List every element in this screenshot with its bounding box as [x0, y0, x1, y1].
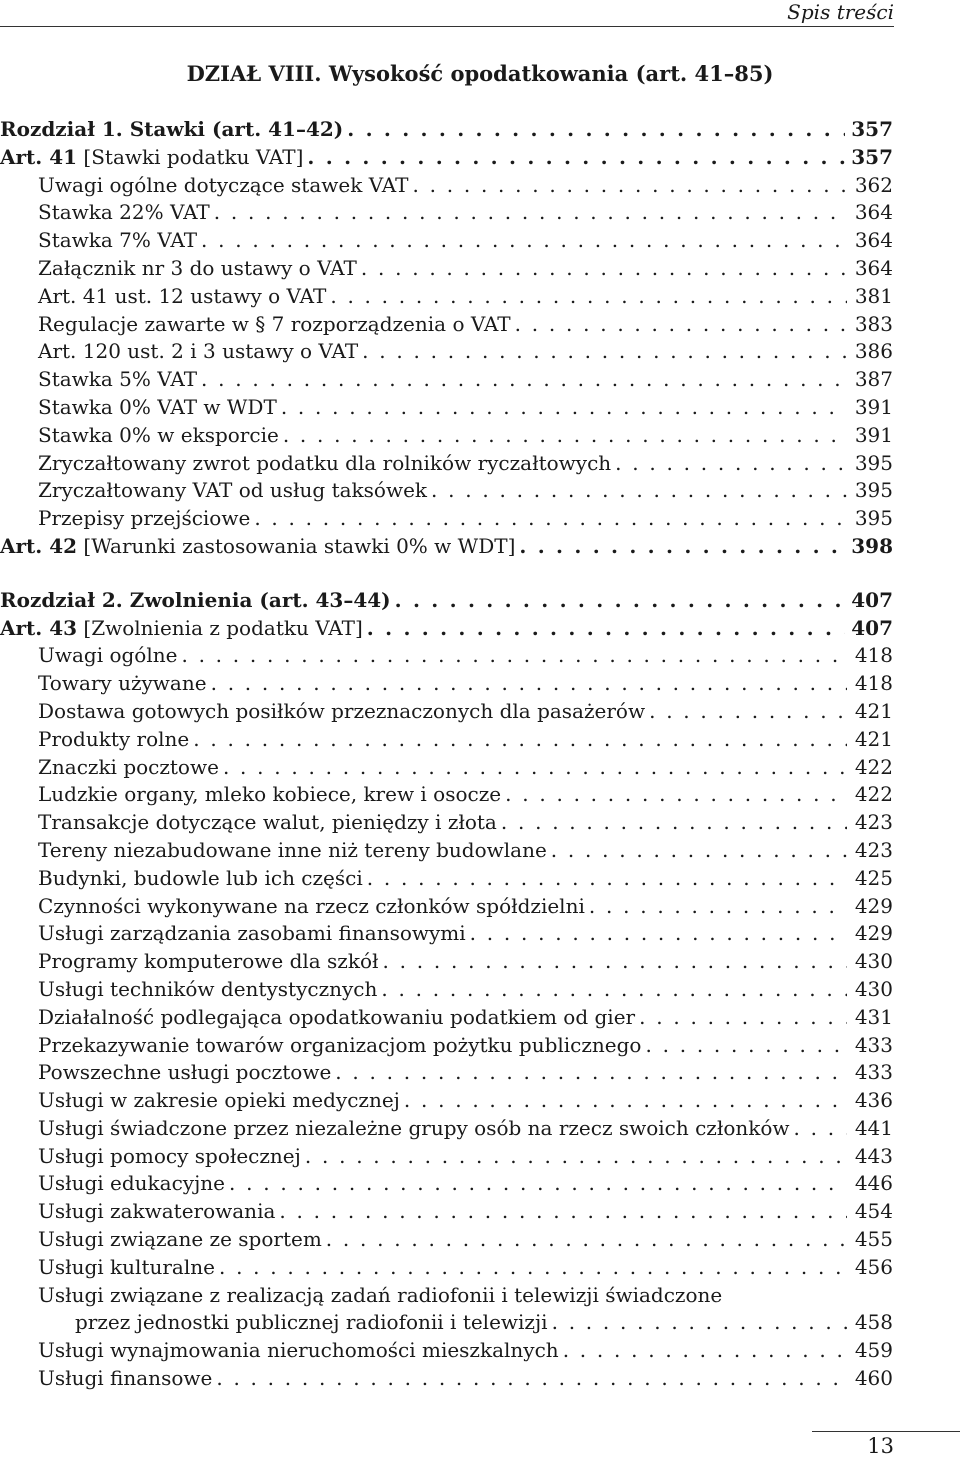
toc-page-number: 391	[854, 422, 893, 447]
toc-entry-label	[38, 1366, 212, 1390]
toc-entry-label	[38, 1227, 322, 1251]
dot-leader	[395, 588, 846, 612]
toc-entry-title: Dostawa gotowych posiłków przeznaczonych dla pasażerów	[38, 698, 646, 723]
toc-entry-title: Uwagi ogólne	[38, 643, 178, 668]
toc-entry[interactable]	[0, 1227, 893, 1255]
page-number: 13	[867, 1434, 894, 1458]
toc-entry-label	[0, 616, 363, 640]
toc-page-number: 458	[854, 1310, 893, 1335]
toc-entry-label	[38, 367, 197, 391]
toc-page-number: 455	[854, 1227, 893, 1252]
toc-entry-label	[38, 1033, 641, 1057]
toc-entry[interactable]	[0, 949, 893, 977]
toc-entry-title: Usługi finansowe	[38, 1366, 213, 1391]
dot-leader	[645, 1033, 847, 1057]
dot-leader	[201, 367, 847, 391]
toc-entry-label	[0, 145, 303, 169]
toc-entry[interactable]	[0, 643, 893, 671]
footer-rule	[812, 1431, 960, 1432]
dot-leader	[181, 643, 847, 667]
toc-entry[interactable]	[0, 1060, 893, 1088]
toc-entry-title: Usługi w zakresie opieki medycznej	[38, 1088, 400, 1113]
dot-leader	[505, 782, 847, 806]
toc-entry-title: Usługi pomocy społecznej	[38, 1143, 301, 1168]
toc-entry-title: Zryczałtowany zwrot podatku dla rolników ryczałtowych	[38, 450, 612, 475]
toc-page-number: 423	[854, 837, 893, 862]
toc-entry-title: Usługi edukacyjne	[38, 1171, 226, 1196]
dot-leader	[229, 1171, 847, 1195]
toc-page-number: 456	[854, 1254, 893, 1279]
toc-page-number: 381	[854, 283, 893, 308]
toc-page-number: 407	[851, 615, 893, 640]
toc-entry-label	[38, 423, 279, 447]
toc-entry-title: Przekazywanie towarów organizacjom pożytku publicznego	[38, 1032, 642, 1057]
toc-page-number: 429	[854, 893, 893, 918]
toc-entry-title: Tereny niezabudowane inne niż tereny budowlane	[38, 837, 547, 862]
toc-page-number: 383	[854, 311, 893, 336]
toc-entry[interactable]	[0, 699, 893, 727]
toc-entry-title: Usługi kulturalne	[38, 1254, 215, 1279]
toc-page-number: 431	[854, 1004, 893, 1029]
toc-entry[interactable]	[0, 200, 893, 228]
toc-entry-label	[38, 782, 501, 806]
toc-entry[interactable]	[0, 395, 893, 423]
toc-entry-title: Powszechne usługi pocztowe	[38, 1060, 332, 1085]
table-of-contents	[0, 117, 893, 1394]
dot-leader	[431, 478, 847, 502]
toc-page-number: 454	[854, 1199, 893, 1224]
toc-entry-title: Znaczki pocztowe	[38, 754, 219, 779]
toc-page-number: 395	[854, 450, 893, 475]
toc-page-number: 357	[851, 117, 893, 141]
section-title: DZIAŁ VIII. Wysokość opodatkowania (art. 41–85)	[186, 61, 774, 86]
toc-entry-label	[38, 977, 377, 1001]
dot-leader	[381, 977, 847, 1001]
toc-page-number: 362	[854, 172, 893, 197]
toc-entry-title: Art. 41 ust. 12 ustawy o VAT	[38, 283, 327, 308]
toc-entry[interactable]	[0, 1088, 893, 1116]
toc-entry-label	[38, 921, 466, 945]
toc-entry-title: Stawka 7% VAT	[38, 228, 198, 253]
toc-entry[interactable]	[0, 588, 893, 616]
dot-leader	[216, 1366, 847, 1390]
toc-page-number: 430	[854, 949, 893, 974]
toc-entry[interactable]	[0, 506, 893, 534]
toc-entry[interactable]	[0, 1310, 893, 1338]
toc-entry[interactable]	[0, 1283, 893, 1311]
toc-page-number: 364	[854, 200, 893, 225]
toc-page-number: 433	[854, 1060, 893, 1085]
toc-entry-label	[38, 173, 408, 197]
toc-entry-title: Usługi świadczone przez niezależne grupy osób na rzecz swoich członków	[38, 1115, 790, 1140]
toc-entry-label	[38, 894, 585, 918]
toc-entry-label	[38, 866, 363, 890]
toc-entry[interactable]	[0, 256, 893, 284]
toc-entry-label	[38, 810, 497, 834]
toc-entry-title: Zryczałtowany VAT od usług taksówek	[38, 478, 428, 503]
toc-entry[interactable]	[0, 1255, 893, 1283]
toc-entry-title: Załącznik nr 3 do ustawy o VAT	[38, 255, 357, 280]
dot-leader	[589, 894, 847, 918]
toc-entry-title: Art. 120 ust. 2 i 3 ustawy o VAT	[38, 339, 359, 364]
toc-entry-title: Programy komputerowe dla szkół	[38, 949, 379, 974]
toc-entry-label	[38, 727, 189, 751]
toc-entry-title: Art. 43	[0, 615, 78, 640]
dot-leader	[404, 1088, 847, 1112]
toc-entry-label	[38, 1283, 722, 1307]
toc-page-number: 460	[854, 1366, 893, 1391]
dot-leader	[639, 1005, 847, 1029]
toc-entry-subtitle: [Warunki zastosowania stawki 0% w WDT]	[77, 533, 516, 558]
toc-entry-title: Czynności wykonywane na rzecz członków spółdzielni	[38, 893, 585, 918]
toc-entry[interactable]	[0, 1199, 893, 1227]
dot-leader	[283, 423, 847, 447]
toc-entry-label	[38, 838, 547, 862]
toc-page-number: 364	[854, 255, 893, 280]
dot-leader	[361, 256, 847, 280]
toc-entry[interactable]	[0, 1033, 893, 1061]
toc-entry[interactable]	[0, 423, 893, 451]
toc-entry-title: Usługi techników dentystycznych	[38, 976, 378, 1001]
toc-page-number: 407	[851, 587, 893, 612]
toc-entry[interactable]	[0, 616, 893, 644]
toc-entry-subtitle: [Zwolnienia z podatku VAT]	[77, 615, 363, 640]
toc-entry-label	[38, 643, 177, 667]
toc-entry-label	[38, 506, 250, 530]
header-rule	[0, 26, 894, 27]
toc-entry[interactable]	[0, 1366, 893, 1394]
toc-page-number: 422	[854, 782, 893, 807]
dot-leader	[281, 395, 847, 419]
dot-leader	[219, 1255, 847, 1279]
dot-leader	[412, 173, 847, 197]
dot-leader	[615, 451, 847, 475]
dot-leader	[307, 145, 845, 169]
toc-entry-label	[38, 200, 210, 224]
dot-leader	[326, 1227, 847, 1251]
toc-entry-title: Stawka 0% w eksporcie	[38, 422, 279, 447]
toc-page-number: 425	[854, 865, 893, 890]
toc-page-number: 429	[854, 921, 893, 946]
dot-leader	[305, 1144, 847, 1168]
toc-entry-label	[38, 1005, 635, 1029]
toc-entry-label	[38, 395, 277, 419]
toc-entry-label	[38, 312, 511, 336]
toc-page-number: 436	[854, 1088, 893, 1113]
dot-leader	[551, 838, 847, 862]
dot-leader	[211, 671, 847, 695]
toc-entry-title: Stawka 0% VAT w WDT	[38, 394, 277, 419]
dot-leader	[254, 506, 847, 530]
toc-page-number: 433	[854, 1032, 893, 1057]
toc-entry-title: Rozdział 1. Stawki (art. 41–42)	[0, 117, 344, 141]
toc-entry[interactable]	[0, 838, 893, 866]
toc-page-number: 395	[854, 478, 893, 503]
toc-entry-label	[38, 699, 645, 723]
toc-entry-label	[38, 339, 358, 363]
toc-entry-label	[38, 256, 357, 280]
toc-entry[interactable]	[0, 977, 893, 1005]
toc-page-number: 441	[854, 1115, 893, 1140]
toc-page-number: 387	[854, 367, 893, 392]
toc-entry[interactable]	[0, 1116, 893, 1144]
toc-entry-title: Art. 42	[0, 533, 78, 558]
toc-entry-title: Art. 41	[0, 144, 78, 169]
toc-page-number: 357	[851, 144, 893, 169]
dot-leader	[515, 312, 847, 336]
toc-entry[interactable]	[0, 894, 893, 922]
toc-entry-title: Usługi związane z realizacją zadań radiofonii i telewizji świadczone	[38, 1282, 723, 1307]
toc-entry-label	[38, 1144, 301, 1168]
dot-leader	[214, 200, 847, 224]
toc-entry-label	[75, 1310, 548, 1334]
toc-page-number: 395	[854, 506, 893, 531]
toc-entry-label	[38, 755, 219, 779]
toc-page-number: 418	[854, 643, 893, 668]
toc-entry[interactable]	[0, 755, 893, 783]
toc-page-number: 391	[854, 394, 893, 419]
toc-entry-label	[38, 1199, 275, 1223]
dot-leader	[501, 810, 847, 834]
toc-entry-title: Produkty rolne	[38, 726, 190, 751]
toc-entry[interactable]	[0, 921, 893, 949]
toc-entry[interactable]	[0, 117, 893, 145]
toc-page-number: 364	[854, 228, 893, 253]
dot-leader	[649, 699, 847, 723]
toc-entry-title: Regulacje zawarte w § 7 rozporządzenia o VAT	[38, 311, 511, 336]
dot-leader	[362, 339, 847, 363]
toc-entry-title: Usługi związane ze sportem	[38, 1227, 322, 1252]
toc-entry[interactable]	[0, 367, 893, 395]
toc-entry-title: Usługi zakwaterowania	[38, 1199, 276, 1224]
toc-entry[interactable]	[0, 173, 893, 201]
toc-entry-title: Stawka 5% VAT	[38, 367, 198, 392]
dot-leader	[279, 1199, 847, 1223]
toc-entry-title: Usługi zarządzania zasobami finansowymi	[38, 921, 466, 946]
toc-page-number: 418	[854, 671, 893, 696]
dot-leader	[563, 1338, 847, 1362]
toc-entry-title: Rozdział 2. Zwolnienia (art. 43–44)	[0, 587, 391, 612]
running-head: Spis treści	[787, 0, 894, 24]
toc-entry-title: Transakcje dotyczące walut, pieniędzy i złota	[38, 810, 497, 835]
toc-entry-label	[38, 1255, 215, 1279]
toc-entry-label	[0, 588, 391, 612]
toc-entry[interactable]	[0, 339, 893, 367]
dot-leader	[794, 1116, 847, 1140]
toc-entry[interactable]	[0, 1338, 893, 1366]
dot-leader	[470, 921, 847, 945]
toc-page-number: 443	[854, 1143, 893, 1168]
toc-entry-label	[0, 534, 515, 558]
toc-page-number: 398	[851, 533, 893, 558]
toc-entry[interactable]	[0, 478, 893, 506]
dot-leader	[519, 534, 845, 558]
dot-leader	[201, 228, 847, 252]
toc-entry-title: Stawka 22% VAT	[38, 200, 210, 225]
toc-entry-title: Usługi wynajmowania nieruchomości mieszkalnych	[38, 1338, 559, 1363]
toc-entry-label	[38, 228, 197, 252]
toc-entry[interactable]	[0, 1005, 893, 1033]
toc-entry[interactable]	[0, 866, 893, 894]
toc-entry-label	[38, 284, 326, 308]
toc-entry-title: Budynki, budowle lub ich części	[38, 865, 363, 890]
toc-entry-subtitle: [Stawki podatku VAT]	[77, 144, 304, 169]
toc-entry-title: Przepisy przejściowe	[38, 506, 251, 531]
toc-entry-label	[0, 117, 343, 141]
toc-entry-label	[38, 1116, 790, 1140]
toc-entry-title: Towary używane	[38, 671, 207, 696]
toc-entry-title: Ludzkie organy, mleko kobiece, krew i osocze	[38, 782, 502, 807]
dot-leader	[335, 1060, 847, 1084]
dot-leader	[552, 1310, 847, 1334]
toc-entry-label	[38, 1171, 225, 1195]
toc-entry[interactable]	[0, 1171, 893, 1199]
toc-entry-label	[38, 478, 427, 502]
toc-entry[interactable]	[0, 451, 893, 479]
toc-entry-title: Uwagi ogólne dotyczące stawek VAT	[38, 172, 409, 197]
toc-entry-label	[38, 671, 207, 695]
toc-entry[interactable]	[0, 228, 893, 256]
dot-leader	[193, 727, 847, 751]
toc-entry-label	[38, 1060, 331, 1084]
toc-entry-label	[38, 1338, 559, 1362]
toc-page-number: 430	[854, 976, 893, 1001]
toc-entry[interactable]	[0, 1144, 893, 1172]
toc-page-number: 386	[854, 339, 893, 364]
toc-entry-label	[38, 949, 379, 973]
toc-entry[interactable]	[0, 671, 893, 699]
toc-page-number: 459	[854, 1338, 893, 1363]
toc-page-number: 422	[854, 754, 893, 779]
dot-leader	[383, 949, 848, 973]
toc-entry[interactable]	[0, 284, 893, 312]
dot-leader	[367, 616, 845, 640]
toc-entry[interactable]	[0, 312, 893, 340]
toc-page-number: 421	[854, 698, 893, 723]
toc-entry[interactable]	[0, 782, 893, 810]
toc-entry-title: przez jednostki publicznej radiofonii i telewizji	[75, 1310, 548, 1335]
toc-entry-title: Działalność podlegająca opodatkowaniu podatkiem od gier	[38, 1004, 636, 1029]
toc-entry-label	[38, 1088, 400, 1112]
toc-entry-label	[38, 451, 611, 475]
dot-leader	[347, 117, 845, 141]
toc-entry[interactable]	[0, 727, 893, 755]
toc-entry[interactable]	[0, 145, 893, 173]
toc-page-number: 421	[854, 726, 893, 751]
dot-leader	[367, 866, 847, 890]
toc-page-number: 446	[854, 1171, 893, 1196]
toc-page-number: 423	[854, 810, 893, 835]
toc-entry[interactable]	[0, 534, 893, 562]
dot-leader	[223, 755, 847, 779]
toc-entry[interactable]	[0, 810, 893, 838]
dot-leader	[330, 284, 847, 308]
